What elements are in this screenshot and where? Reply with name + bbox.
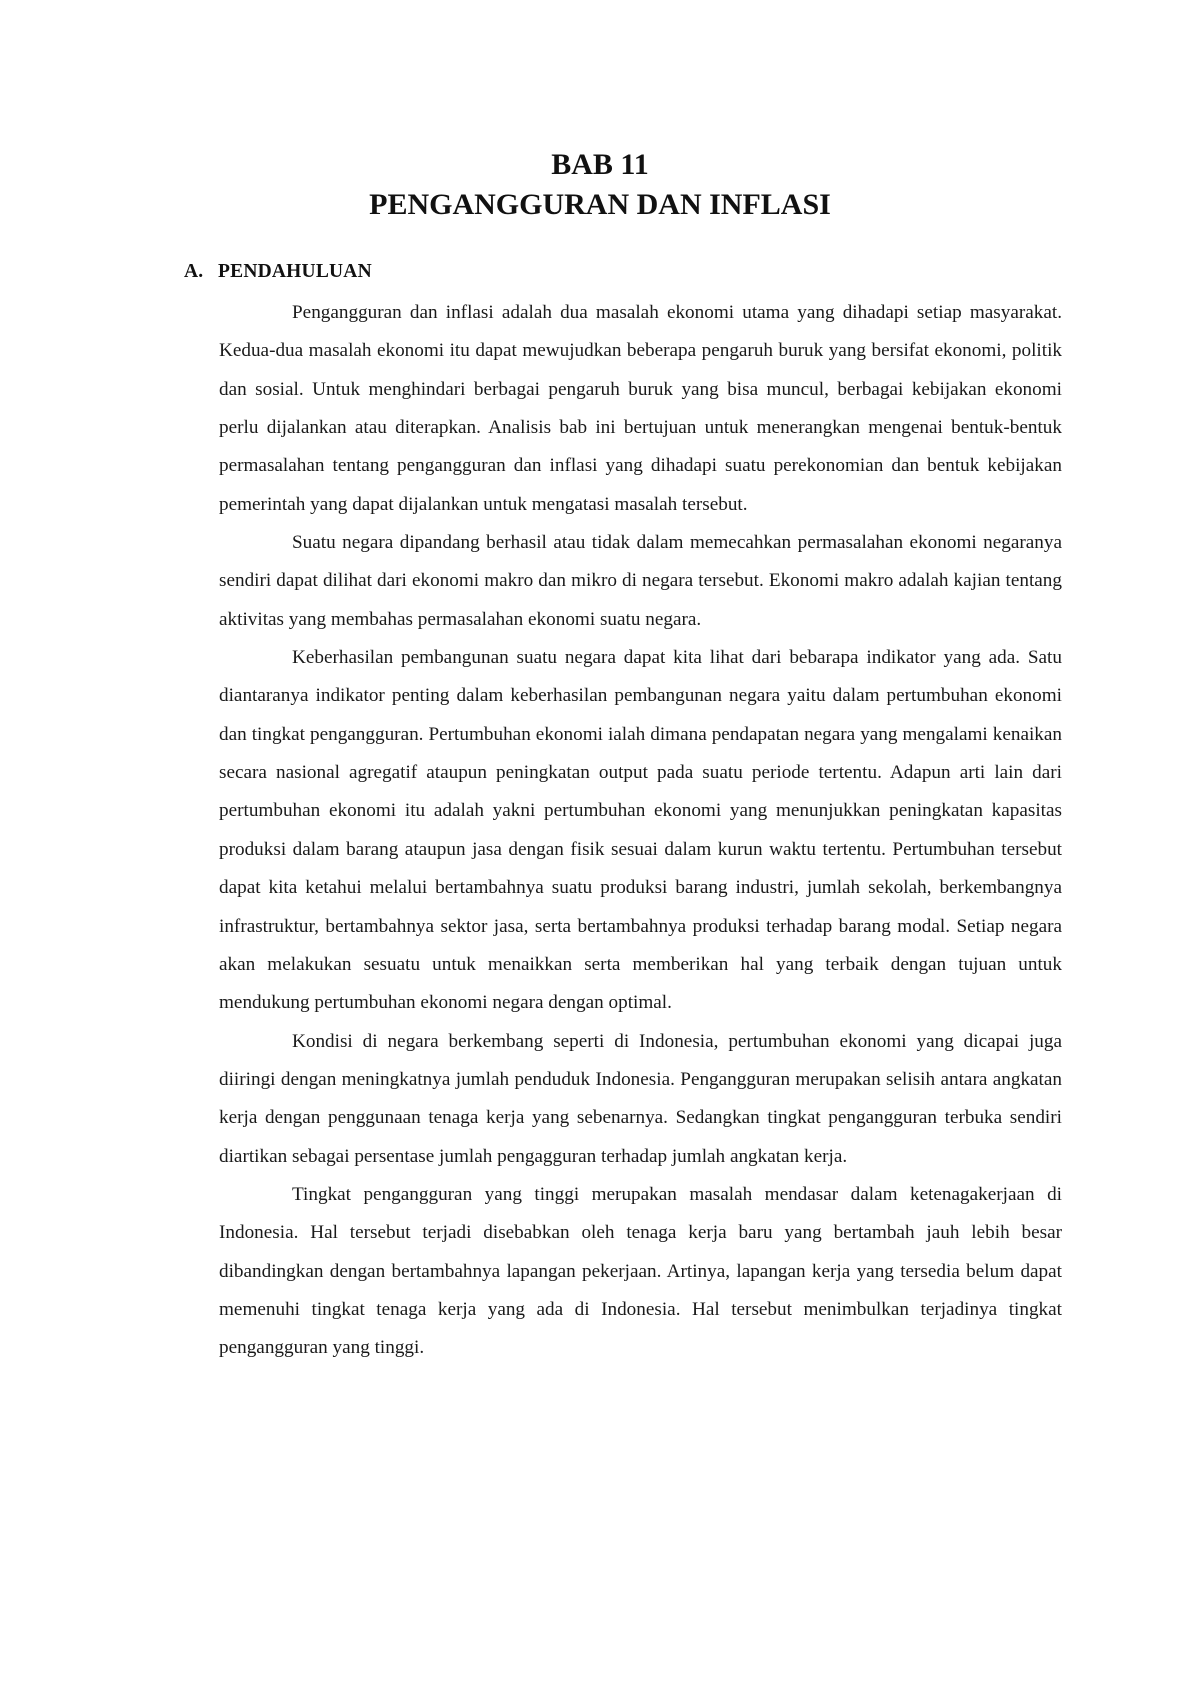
paragraph: Kondisi di negara berkembang seperti di Indonesia, pertumbuhan ekonomi yang dicapai juga diiringi dengan meningkatnya jumlah penduduk Indonesia. Pengangguran merupakan selisih antara angkatan kerja dengan penggunaan tenaga kerja yang sebenarnya. Sedangkan tingkat pengangguran terbuka sendiri diartikan sebagai persentase jumlah pengagguran terhadap jumlah angkatan kerja. <box>219 1030 1062 1167</box>
section-heading <box>184 258 372 286</box>
section-title: PENDAHULUAN <box>218 261 372 282</box>
paragraph: Tingkat pengangguran yang tinggi merupakan masalah mendasar dalam ketenagakerjaan di Indonesia. Hal tersebut terjadi disebabkan oleh tenaga kerja baru yang bertambah jauh lebih besar dibandingkan dengan bertambahnya lapangan pekerjaan. Artinya, lapangan kerja yang tersedia belum dapat memenuhi tingkat tenaga kerja yang ada di Indonesia. Hal tersebut menimbulkan terjadinya tingkat pengangguran yang tinggi. <box>219 1183 1062 1359</box>
chapter-number: BAB 11 <box>551 148 649 181</box>
paragraph: Keberhasilan pembangunan suatu negara dapat kita lihat dari bebarapa indikator yang ada. Satu diantaranya indikator penting dalam keberhasilan pembangunan negara yaitu dalam pertumbuhan ekonomi dan tingkat pengangguran. Pertumbuhan ekonomi ialah dimana pendapatan negara yang mengalami kenaikan secara nasional agregatif ataupun peningkatan output pada suatu periode tertentu. Adapun arti lain dari pertumbuhan ekonomi itu adalah yakni pertumbuhan ekonomi yang menunjukkan peningkatan kapasitas produksi dalam barang ataupun jasa dengan fisik sesuai dalam kurun waktu tertentu. Pertumbuhan tersebut dapat kita ketahui melalui bertambahnya suatu produksi barang industri, jumlah sekolah, berkembangnya infrastruktur, bertambahnya sektor jasa, serta bertambahnya produksi terhadap barang modal. Setiap negara akan melakukan sesuatu untuk menaikkan serta memberikan hal yang terbaik dengan tujuan untuk mendukung pertumbuhan ekonomi negara dengan optimal. <box>219 647 1062 1014</box>
chapter-title: PENGANGGURAN DAN INFLASI <box>369 188 831 221</box>
section-marker: A. <box>184 261 204 282</box>
paragraph: Suatu negara dipandang berhasil atau tidak dalam memecahkan permasalahan ekonomi negaranya sendiri dapat dilihat dari ekonomi makro dan mikro di negara tersebut. Ekonomi makro adalah kajian tentang aktivitas yang membahas permasalahan ekonomi suatu negara. <box>219 532 1062 630</box>
body-text <box>219 294 1062 1368</box>
paragraph: Pengangguran dan inflasi adalah dua masalah ekonomi utama yang dihadapi setiap masyarakat. Kedua-dua masalah ekonomi itu dapat mewujudkan beberapa pengaruh buruk yang bersifat ekonomi, politik dan sosial. Untuk menghindari berbagai pengaruh buruk yang bisa muncul, berbagai kebijakan ekonomi perlu dijalankan atau diterapkan. Analisis bab ini bertujuan untuk menerangkan mengenai bentuk-bentuk permasalahan tentang pengangguran dan inflasi yang dihadapi suatu perekonomian dan bentuk kebijakan pemerintah yang dapat dijalankan untuk mengatasi masalah tersebut. <box>219 302 1062 515</box>
